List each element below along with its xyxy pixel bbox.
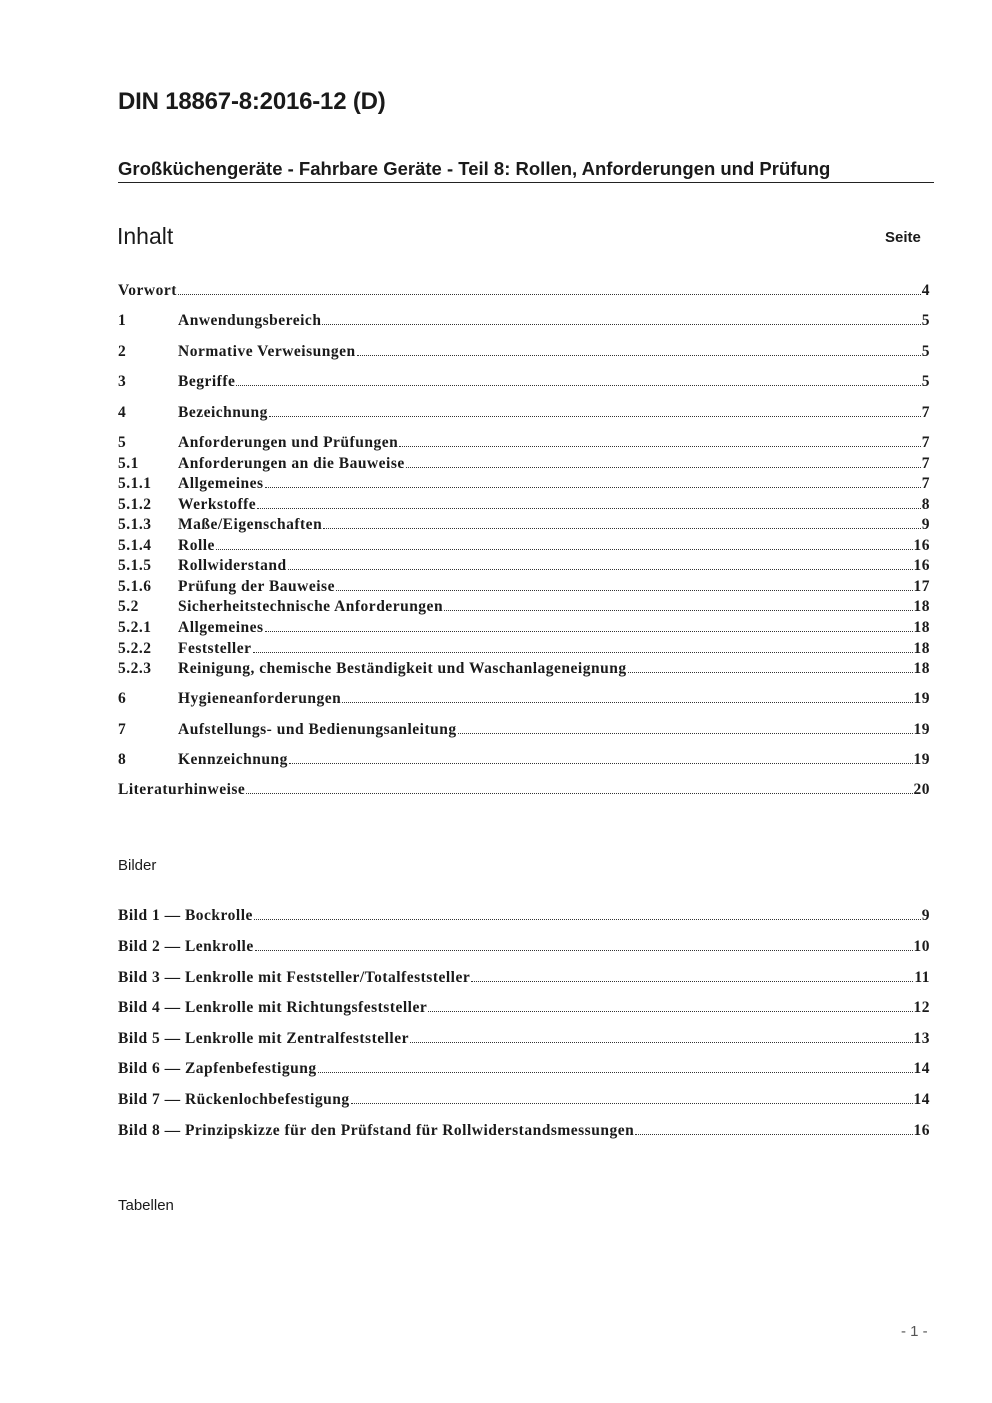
figure-entry-page: 10 bbox=[913, 938, 930, 955]
figure-entry[interactable] bbox=[118, 1060, 930, 1078]
figure-entry-title: Bild 4 — Lenkrolle mit Richtungsfeststeller bbox=[118, 999, 428, 1016]
toc-heading: Inhalt bbox=[117, 223, 174, 249]
figure-entry-page: 12 bbox=[913, 999, 930, 1016]
toc-entry-number: 2 bbox=[118, 343, 127, 360]
toc-entry-leader-dots bbox=[288, 557, 913, 570]
toc-entry-number: 5 bbox=[118, 434, 127, 451]
toc-entry-title: Anwendungsbereich bbox=[178, 312, 322, 329]
toc-entry-title: Aufstellungs- und Bedienungsanleitung bbox=[178, 721, 457, 738]
toc-entry-title: Reinigung, chemische Beständigkeit und Waschanlageneignung bbox=[178, 660, 627, 677]
toc-entry-title: Kennzeichnung bbox=[178, 751, 288, 768]
figure-entry-title: Bild 5 — Lenkrolle mit Zentralfeststeller bbox=[118, 1030, 409, 1047]
figure-entry[interactable] bbox=[118, 938, 930, 956]
tables-heading: Tabellen bbox=[118, 1197, 174, 1214]
toc-entry-page: 7 bbox=[921, 475, 930, 492]
figure-entry[interactable] bbox=[118, 907, 930, 925]
toc-entry[interactable] bbox=[118, 578, 930, 596]
toc-entry-leader-dots bbox=[265, 475, 921, 488]
figure-entry[interactable] bbox=[118, 999, 930, 1017]
toc-entry-page: 18 bbox=[913, 640, 930, 657]
toc-entry-title: Rollwiderstand bbox=[178, 557, 287, 574]
toc-entry[interactable] bbox=[118, 373, 930, 391]
figure-entry-title: Bild 1 — Bockrolle bbox=[118, 907, 253, 924]
figure-entry-leader-dots bbox=[254, 907, 921, 920]
toc-entry-title: Sicherheitstechnische Anforderungen bbox=[178, 598, 444, 615]
figure-entry-leader-dots bbox=[410, 1030, 913, 1043]
figure-entry-page: 16 bbox=[913, 1122, 930, 1139]
toc-entry-page: 20 bbox=[913, 781, 930, 798]
toc-entry-title: Maße/Eigenschaften bbox=[178, 516, 323, 533]
toc-entry-page: 18 bbox=[913, 660, 930, 677]
toc-entry-page: 7 bbox=[921, 434, 930, 451]
figure-entry-title: Bild 2 — Lenkrolle bbox=[118, 938, 254, 955]
toc-entry[interactable] bbox=[118, 282, 930, 300]
toc-entry-leader-dots bbox=[323, 516, 921, 529]
figure-entry-title: Bild 6 — Zapfenbefestigung bbox=[118, 1060, 317, 1077]
toc-entry-number: 1 bbox=[118, 312, 127, 329]
toc-entry[interactable] bbox=[118, 496, 930, 514]
toc-entry-page: 17 bbox=[913, 578, 930, 595]
toc-entry-title: Anforderungen und Prüfungen bbox=[178, 434, 399, 451]
document-subtitle: Großküchengeräte - Fahrbare Geräte - Teil 8: Rollen, Anforderungen und Prüfung bbox=[118, 158, 831, 179]
toc-entry-number: 5.1 bbox=[118, 455, 139, 472]
toc-entry-leader-dots bbox=[265, 619, 913, 632]
figure-entry-page: 13 bbox=[913, 1030, 930, 1047]
toc-entry-number: 5.1.1 bbox=[118, 475, 152, 492]
toc-entry-number: 5.2.1 bbox=[118, 619, 152, 636]
figure-entry-title: Bild 3 — Lenkrolle mit Feststeller/Totalfeststeller bbox=[118, 969, 471, 986]
figure-entry-title: Bild 7 — Rückenlochbefestigung bbox=[118, 1091, 350, 1108]
toc-entry-page: 8 bbox=[921, 496, 930, 513]
toc-entry[interactable] bbox=[118, 312, 930, 330]
toc-entry-leader-dots bbox=[178, 282, 921, 295]
toc-entry-leader-dots bbox=[342, 690, 912, 703]
toc-entry-title: Normative Verweisungen bbox=[178, 343, 356, 360]
toc-entry-title: Rolle bbox=[178, 537, 215, 554]
toc-entry[interactable] bbox=[118, 660, 930, 678]
toc-entry[interactable] bbox=[118, 598, 930, 616]
toc-entry-page: 16 bbox=[913, 557, 930, 574]
toc-entry[interactable] bbox=[118, 640, 930, 658]
toc-entry-page: 18 bbox=[913, 619, 930, 636]
toc-entry-title: Allgemeines bbox=[178, 475, 264, 492]
toc-entry-page: 9 bbox=[921, 516, 930, 533]
figure-entry-page: 14 bbox=[913, 1091, 930, 1108]
toc-entry-leader-dots bbox=[257, 496, 921, 509]
toc-entry[interactable] bbox=[118, 751, 930, 769]
toc-entry-leader-dots bbox=[246, 781, 912, 794]
toc-entry[interactable] bbox=[118, 619, 930, 637]
toc-entry-title: Bezeichnung bbox=[178, 404, 268, 421]
toc-entry[interactable] bbox=[118, 537, 930, 555]
figure-entry-page: 11 bbox=[914, 969, 930, 986]
figure-entry-title: Bild 8 — Prinzipskizze für den Prüfstand für Rollwiderstandsmessungen bbox=[118, 1122, 635, 1139]
toc-entry-number: 5.1.3 bbox=[118, 516, 152, 533]
toc-entry-leader-dots bbox=[269, 404, 921, 417]
toc-entry-number: 3 bbox=[118, 373, 127, 390]
toc-entry-title: Literaturhinweise bbox=[118, 781, 246, 798]
toc-entry-leader-dots bbox=[406, 455, 921, 468]
page-number: - 1 - bbox=[901, 1323, 928, 1340]
toc-entry-leader-dots bbox=[357, 343, 921, 356]
toc-entry[interactable] bbox=[118, 721, 930, 739]
toc-entry-page: 7 bbox=[921, 404, 930, 421]
toc-entry-number: 7 bbox=[118, 721, 127, 738]
toc-entry-number: 5.2.3 bbox=[118, 660, 152, 677]
toc-entry-page: 16 bbox=[913, 537, 930, 554]
toc-entry-number: 5.1.6 bbox=[118, 578, 152, 595]
figure-entry-leader-dots bbox=[635, 1122, 912, 1135]
toc-entry-title: Begriffe bbox=[178, 373, 236, 390]
toc-entry-leader-dots bbox=[628, 660, 913, 673]
toc-entry[interactable] bbox=[118, 557, 930, 575]
toc-entry-leader-dots bbox=[444, 598, 912, 611]
figure-entry-page: 14 bbox=[913, 1060, 930, 1077]
figures-heading: Bilder bbox=[118, 857, 157, 874]
toc-entry[interactable] bbox=[118, 434, 930, 452]
toc-entry-page: 19 bbox=[913, 690, 930, 707]
toc-entry-page: 7 bbox=[921, 455, 930, 472]
toc-entry-leader-dots bbox=[322, 312, 920, 325]
toc-entry-title: Allgemeines bbox=[178, 619, 264, 636]
toc-entry-leader-dots bbox=[236, 373, 920, 386]
toc-entry-number: 5.1.2 bbox=[118, 496, 152, 513]
toc-entry-leader-dots bbox=[216, 537, 913, 550]
figure-entry-leader-dots bbox=[255, 938, 913, 951]
figure-entry-page: 9 bbox=[921, 907, 930, 924]
toc-entry-page: 5 bbox=[921, 343, 930, 360]
toc-entry-number: 5.1.4 bbox=[118, 537, 152, 554]
toc-entry-page: 5 bbox=[921, 312, 930, 329]
toc-entry-page: 5 bbox=[921, 373, 930, 390]
toc-entry-title: Werkstoffe bbox=[178, 496, 257, 513]
toc-page-column-label: Seite bbox=[885, 229, 921, 246]
toc-entry-leader-dots bbox=[458, 721, 913, 734]
toc-entry-number: 5.2 bbox=[118, 598, 139, 615]
toc-entry[interactable] bbox=[118, 516, 930, 534]
toc-entry-leader-dots bbox=[253, 640, 913, 653]
toc-entry-page: 4 bbox=[921, 282, 930, 299]
toc-entry-number: 5.1.5 bbox=[118, 557, 152, 574]
toc-entry-number: 5.2.2 bbox=[118, 640, 152, 657]
figure-entry-leader-dots bbox=[428, 999, 912, 1012]
toc-entry-page: 19 bbox=[913, 751, 930, 768]
toc-entry-page: 19 bbox=[913, 721, 930, 738]
toc-entry[interactable] bbox=[118, 690, 930, 708]
toc-entry[interactable] bbox=[118, 404, 930, 422]
figure-entry-leader-dots bbox=[351, 1091, 913, 1104]
toc-entry-leader-dots bbox=[399, 434, 921, 447]
figure-entry[interactable] bbox=[118, 1122, 930, 1140]
figure-entry[interactable] bbox=[118, 1030, 930, 1048]
toc-entry[interactable] bbox=[118, 343, 930, 361]
document-id: DIN 18867-8:2016-12 (D) bbox=[118, 88, 386, 115]
toc-entry[interactable] bbox=[118, 455, 930, 473]
document-subtitle-block bbox=[118, 158, 934, 183]
figure-entry-leader-dots bbox=[471, 969, 913, 982]
toc-entry-page: 18 bbox=[913, 598, 930, 615]
toc-entry-title: Prüfung der Bauweise bbox=[178, 578, 335, 595]
toc-entry-number: 8 bbox=[118, 751, 127, 768]
toc-entry-title: Hygieneanforderungen bbox=[178, 690, 342, 707]
toc-entry-number: 4 bbox=[118, 404, 127, 421]
toc-entry[interactable] bbox=[118, 475, 930, 493]
figure-entry[interactable] bbox=[118, 1091, 930, 1109]
toc-entry-leader-dots bbox=[289, 751, 913, 764]
toc-entry-number: 6 bbox=[118, 690, 127, 707]
toc-entry-leader-dots bbox=[336, 578, 913, 591]
toc-entry-title: Feststeller bbox=[178, 640, 252, 657]
toc-entry-title: Vorwort bbox=[118, 282, 177, 299]
figure-entry-leader-dots bbox=[318, 1060, 913, 1073]
toc-entry[interactable] bbox=[118, 781, 930, 799]
figure-entry[interactable] bbox=[118, 969, 930, 987]
toc-entry-title: Anforderungen an die Bauweise bbox=[178, 455, 405, 472]
